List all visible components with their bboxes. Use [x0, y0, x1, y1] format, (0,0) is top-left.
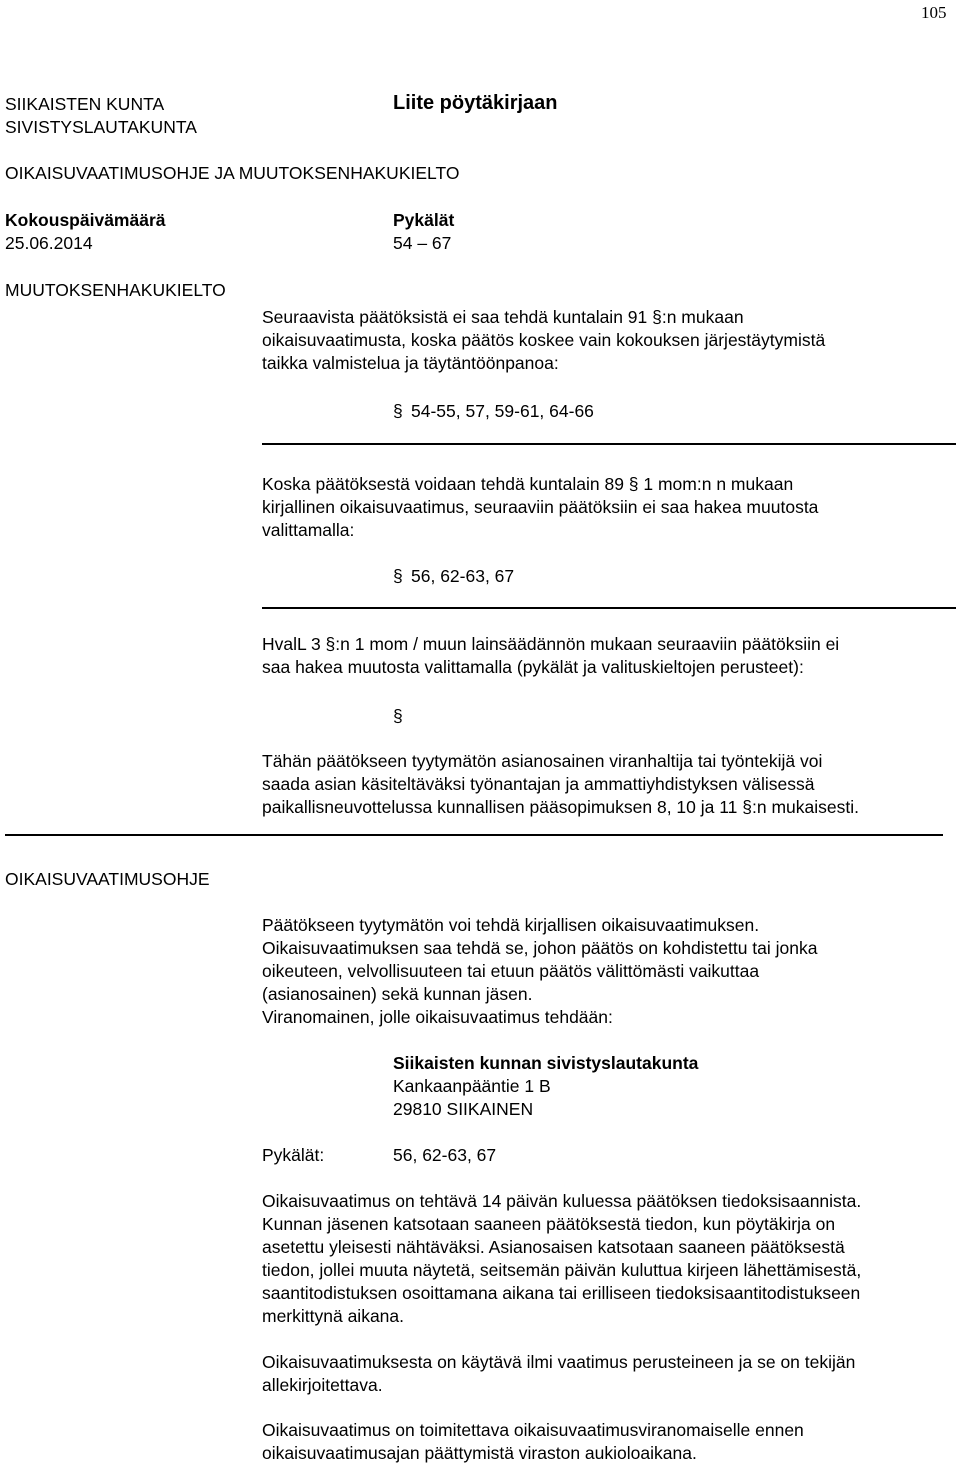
claim-para4-line2: oikaisuvaatimusajan päättymistä viraston aukioloaikana. [262, 1443, 697, 1463]
claim-para2-line4: tiedon, jollei muuta näytetä, seitsemän päivän kuluttua kirjeen lähettämisestä, [262, 1260, 862, 1280]
claim-para1-line3: oikeuteen, velvollisuuteen tai etuun päätös välittömästi vaikuttaa [262, 961, 760, 981]
appeal-ban-para3-line1: HvalL 3 §:n 1 mom / muun lainsäädännön mukaan seuraaviin päätöksiin ei [262, 634, 840, 654]
section-sign-2: § [393, 566, 403, 586]
committee-name: SIVISTYSLAUTAKUNTA [5, 117, 197, 137]
section-list-2: 56, 62-63, 67 [411, 566, 515, 586]
claim-para1-line1: Päätökseen tyytymätön voi tehdä kirjallisen oikaisuvaatimuksen. [262, 915, 760, 935]
claim-para2-line5: saantitodistuksen osoittamana aikana tai erilliseen tiedoksisaantitodistukseen [262, 1283, 861, 1303]
appeal-ban-para4-line1: Tähän päätökseen tyytymätön asianosainen viranhaltija tai työntekijä voi [262, 751, 823, 771]
appeal-ban-para2-line3: valittamalla: [262, 520, 355, 540]
claim-para3-line1: Oikaisuvaatimuksesta on käytävä ilmi vaatimus perusteineen ja se on tekijän [262, 1352, 856, 1372]
appeal-ban-para4-line3: paikallisneuvottelussa kunnallisen pääsopimuksen 8, 10 ja 11 §:n mukaisesti. [262, 797, 859, 817]
divider [262, 443, 956, 445]
document-title: OIKAISUVAATIMUSOHJE JA MUUTOKSENHAKUKIELTO [5, 163, 460, 183]
claim-para2-line1: Oikaisuvaatimus on tehtävä 14 päivän kuluessa päätöksen tiedoksisaannista. [262, 1191, 862, 1211]
appeal-ban-para1-line3: taikka valmistelua ja täytäntöönpanoa: [262, 353, 559, 373]
meeting-date-value: 25.06.2014 [5, 233, 93, 253]
claim-para2-line2: Kunnan jäsenen katsotaan saaneen päätöksestä tiedon, kun pöytäkirja on [262, 1214, 836, 1234]
appeal-ban-para3-line2: saa hakea muutosta valittamalla (pykälät ja valituskieltojen perusteet): [262, 657, 804, 677]
section-divider [5, 834, 943, 836]
authority-name: Siikaisten kunnan sivistyslautakunta [393, 1053, 699, 1073]
appeal-ban-para1-line1: Seuraavista päätöksistä ei saa tehdä kuntalain 91 §:n mukaan [262, 307, 744, 327]
claim-para2-line6: merkittynä aikana. [262, 1306, 405, 1326]
authority-postal: 29810 SIIKAINEN [393, 1099, 534, 1119]
appeal-ban-heading: MUUTOKSENHAKUKIELTO [5, 280, 226, 300]
appeal-ban-para2-line2: kirjallinen oikaisuvaatimus, seuraaviin päätöksiin ei saa hakea muutosta [262, 497, 819, 517]
meeting-date-label: Kokouspäivämäärä [5, 210, 166, 230]
claim-sections-label: Pykälät: [262, 1145, 325, 1165]
section-sign-3: § [393, 706, 403, 726]
claim-instructions-heading: OIKAISUVAATIMUSOHJE [5, 869, 210, 889]
section-sign-1: § [393, 401, 403, 421]
claim-para3-line2: allekirjoitettava. [262, 1375, 383, 1395]
appeal-ban-para1-line2: oikaisuvaatimusta, koska päätös koskee vain kokouksen järjestäytymistä [262, 330, 826, 350]
authority-street: Kankaanpääntie 1 B [393, 1076, 551, 1096]
org-name: SIIKAISTEN KUNTA [5, 94, 165, 114]
appeal-ban-para4-line2: saada asian käsiteltäväksi työnantajan ja ammattiyhdistyksen välisessä [262, 774, 815, 794]
appeal-ban-para2-line1: Koska päätöksestä voidaan tehdä kuntalain 89 § 1 mom:n n mukaan [262, 474, 794, 494]
page-number: 105 [921, 3, 947, 22]
attachment-label: Liite pöytäkirjaan [393, 92, 558, 114]
claim-para1-line4: (asianosainen) sekä kunnan jäsen. [262, 984, 533, 1004]
sections-value: 54 – 67 [393, 233, 452, 253]
claim-para1-line5: Viranomainen, jolle oikaisuvaatimus tehdään: [262, 1007, 613, 1027]
claim-para2-line3: asetettu yleisesti nähtäväksi. Asianosaisen katsotaan saaneen päätöksestä [262, 1237, 845, 1257]
claim-para1-line2: Oikaisuvaatimuksen saa tehdä se, johon päätös on kohdistettu tai jonka [262, 938, 818, 958]
divider [262, 607, 956, 609]
claim-para4-line1: Oikaisuvaatimus on toimitettava oikaisuvaatimusviranomaiselle ennen [262, 1420, 804, 1440]
sections-label: Pykälät [393, 210, 455, 230]
section-list-1: 54-55, 57, 59-61, 64-66 [411, 401, 594, 421]
claim-sections-value: 56, 62-63, 67 [393, 1145, 497, 1165]
